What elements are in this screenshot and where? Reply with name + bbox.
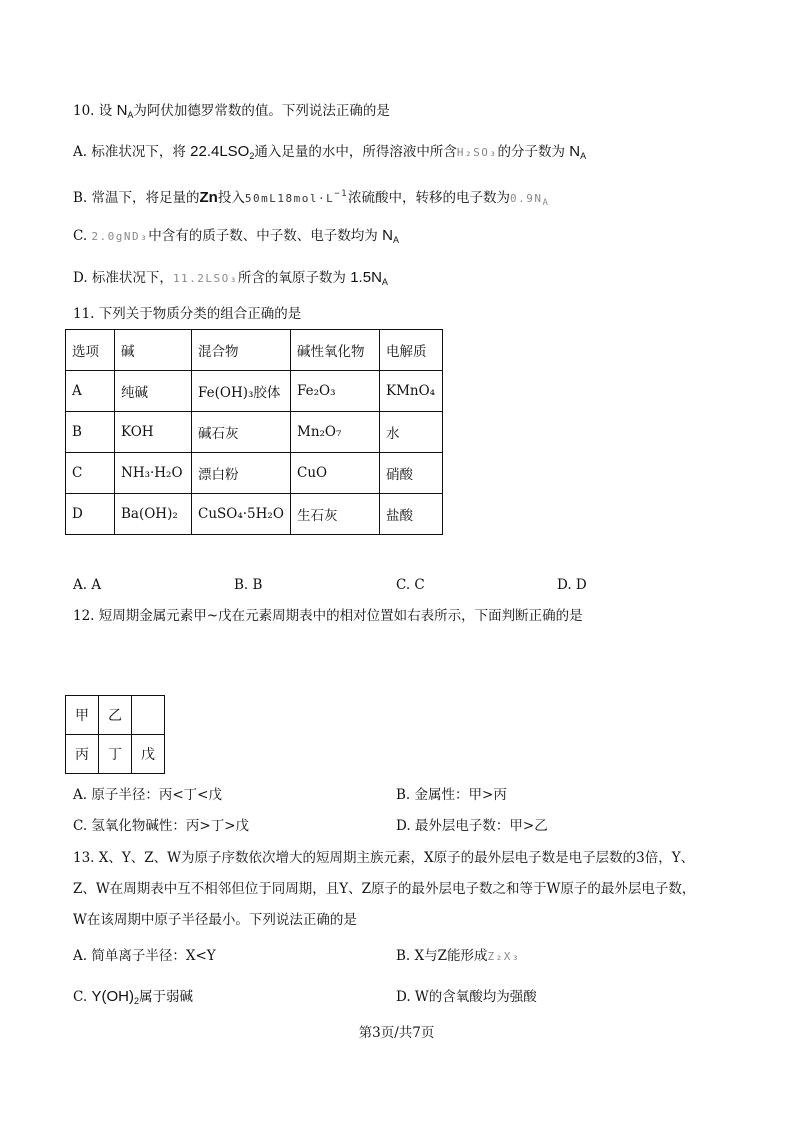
table-cell: 漂白粉 — [192, 453, 291, 494]
q11-option-d: D. D — [557, 577, 587, 593]
table-cell: 生石灰 — [291, 494, 380, 535]
q12-option-d: D. 最外层电子数：甲>乙 — [396, 818, 548, 834]
q13-stem-line1: 13. X、Y、Z、W为原子序数依次增大的短周期主族元素，X原子的最外层电子数是电子层数的3倍，Y、 — [73, 850, 695, 866]
q10-option-d: D. 标准状况下，11.2LSO₃所含的氧原子数为 $1.5N_A$ — [73, 269, 388, 287]
table-cell: 纯碱 — [115, 371, 192, 412]
header-cell: 碱性氧化物 — [291, 330, 380, 371]
table-row — [66, 494, 443, 535]
table-cell: 碱石灰 — [192, 412, 291, 453]
table-cell: C — [66, 453, 115, 494]
table-cell — [132, 696, 165, 735]
classification-table — [65, 329, 443, 535]
table-cell: D — [66, 494, 115, 535]
q13-stem-line3: W在该周期中原子半径最小。下列说法正确的是 — [73, 912, 357, 928]
table-cell: A — [66, 371, 115, 412]
table-row — [66, 453, 443, 494]
table-cell: Mn₂O₇ — [291, 412, 380, 453]
table-cell: 丙 — [66, 735, 99, 774]
table-cell: 盐酸 — [380, 494, 443, 535]
q10-stem-prefix: 10. 设 — [73, 103, 113, 119]
q10-stem — [73, 101, 390, 125]
table-cell: 甲 — [66, 696, 99, 735]
q10-a-formula: $22.4LSO_2$ — [190, 143, 255, 161]
table-cell: NH₃·H₂O — [115, 453, 192, 494]
page-number: 第3页/共7页 — [358, 1025, 435, 1041]
q12-option-b: B. 金属性：甲>丙 — [396, 787, 507, 803]
q13-option-b: B. X与Z能形成Z₂X₃ — [396, 948, 520, 964]
q11-option-c: C. C — [396, 577, 425, 593]
header-cell: 混合物 — [192, 330, 291, 371]
q13-c-formula: $Y(OH)_2$ — [91, 988, 139, 1006]
q10-b-zn: Zn — [199, 189, 218, 206]
q10-option-c: C. 2.0gND₃中含有的质子数、中子数、电子数均为 $N_A$ — [73, 227, 399, 245]
table-cell: 乙 — [99, 696, 132, 735]
header-cell: 碱 — [115, 330, 192, 371]
q10-a-na: $N_A$ — [569, 143, 587, 161]
table-row — [66, 735, 165, 774]
table-cell: B — [66, 412, 115, 453]
q13-stem-line2: Z、W在周期表中互不相邻但位于同周期，且Y、Z原子的最外层电子数之和等于W原子的最外层电子数， — [73, 881, 696, 897]
q10-option-b: B. 常温下，将足量的Zn投入$50mL18mol\cdot L^{-1}$浓硫酸中，转移的电子数为$0.9N_A$ — [73, 189, 550, 208]
table-row — [66, 412, 443, 453]
q11-option-b: B. B — [234, 577, 263, 593]
q13-option-a: A. 简单离子半径：X<Y — [73, 948, 216, 964]
header-cell: 选项 — [66, 330, 115, 371]
table-cell: 戊 — [132, 735, 165, 774]
table-cell: CuO — [291, 453, 380, 494]
q10-stem-text: 为阿伏加德罗常数的值。下列说法正确的是 — [133, 103, 390, 119]
q11-stem: 11. 下列关于物质分类的组合正确的是 — [73, 306, 302, 322]
table-cell: KOH — [115, 412, 192, 453]
table-row — [66, 696, 165, 735]
q10-c-na: $N_A$ — [382, 227, 399, 245]
table-cell: 硝酸 — [380, 453, 443, 494]
table-cell: 丁 — [99, 735, 132, 774]
q10-c-formula: 2.0gND₃ — [91, 230, 149, 243]
table-cell: CuSO₄·5H₂O — [192, 494, 291, 535]
q12-option-c: C. 氢氧化物碱性：丙>丁>戊 — [73, 818, 250, 834]
q10-option-a: A. 标准状况下，将 $22.4LSO_2$通入足量的水中，所得溶液中所含H₂SO₃的分子数为 $N_A$ — [73, 143, 587, 161]
table-cell: KMnO₄ — [380, 371, 443, 412]
q12-option-a: A. 原子半径：丙<丁<戊 — [73, 787, 222, 803]
table-cell: Ba(OH)₂ — [115, 494, 192, 535]
q10-na-symbol: $N_A$ — [116, 102, 134, 120]
table-cell: Fe₂O₃ — [291, 371, 380, 412]
q13-option-c: C. $Y(OH)_2$属于弱碱 — [73, 988, 193, 1006]
q12-stem: 12. 短周期金属元素甲~戊在元素周期表中的相对位置如右表所示，下面判断正确的是 — [73, 608, 583, 624]
q10-b-ans: $0.9N_A$ — [510, 192, 550, 208]
table-header-row — [66, 330, 443, 371]
q10-a-h2so3: H₂SO₃ — [456, 146, 498, 159]
table-cell: 水 — [380, 412, 443, 453]
q10-d-ans: $1.5N_A$ — [350, 269, 388, 287]
table-row — [66, 371, 443, 412]
q13-option-d: D. W的含氧酸均为强酸 — [396, 989, 537, 1005]
table-cell: Fe(OH)₃胶体 — [192, 371, 291, 412]
q11-option-a: A. A — [73, 577, 102, 593]
q10-d-formula: 11.2LSO₃ — [172, 272, 238, 285]
periodic-position-table — [65, 695, 165, 774]
q13-b-formula: Z₂X₃ — [487, 950, 520, 963]
q10-b-conc: $50mL18mol\cdot L^{-1}$ — [244, 189, 349, 205]
header-cell: 电解质 — [380, 330, 443, 371]
